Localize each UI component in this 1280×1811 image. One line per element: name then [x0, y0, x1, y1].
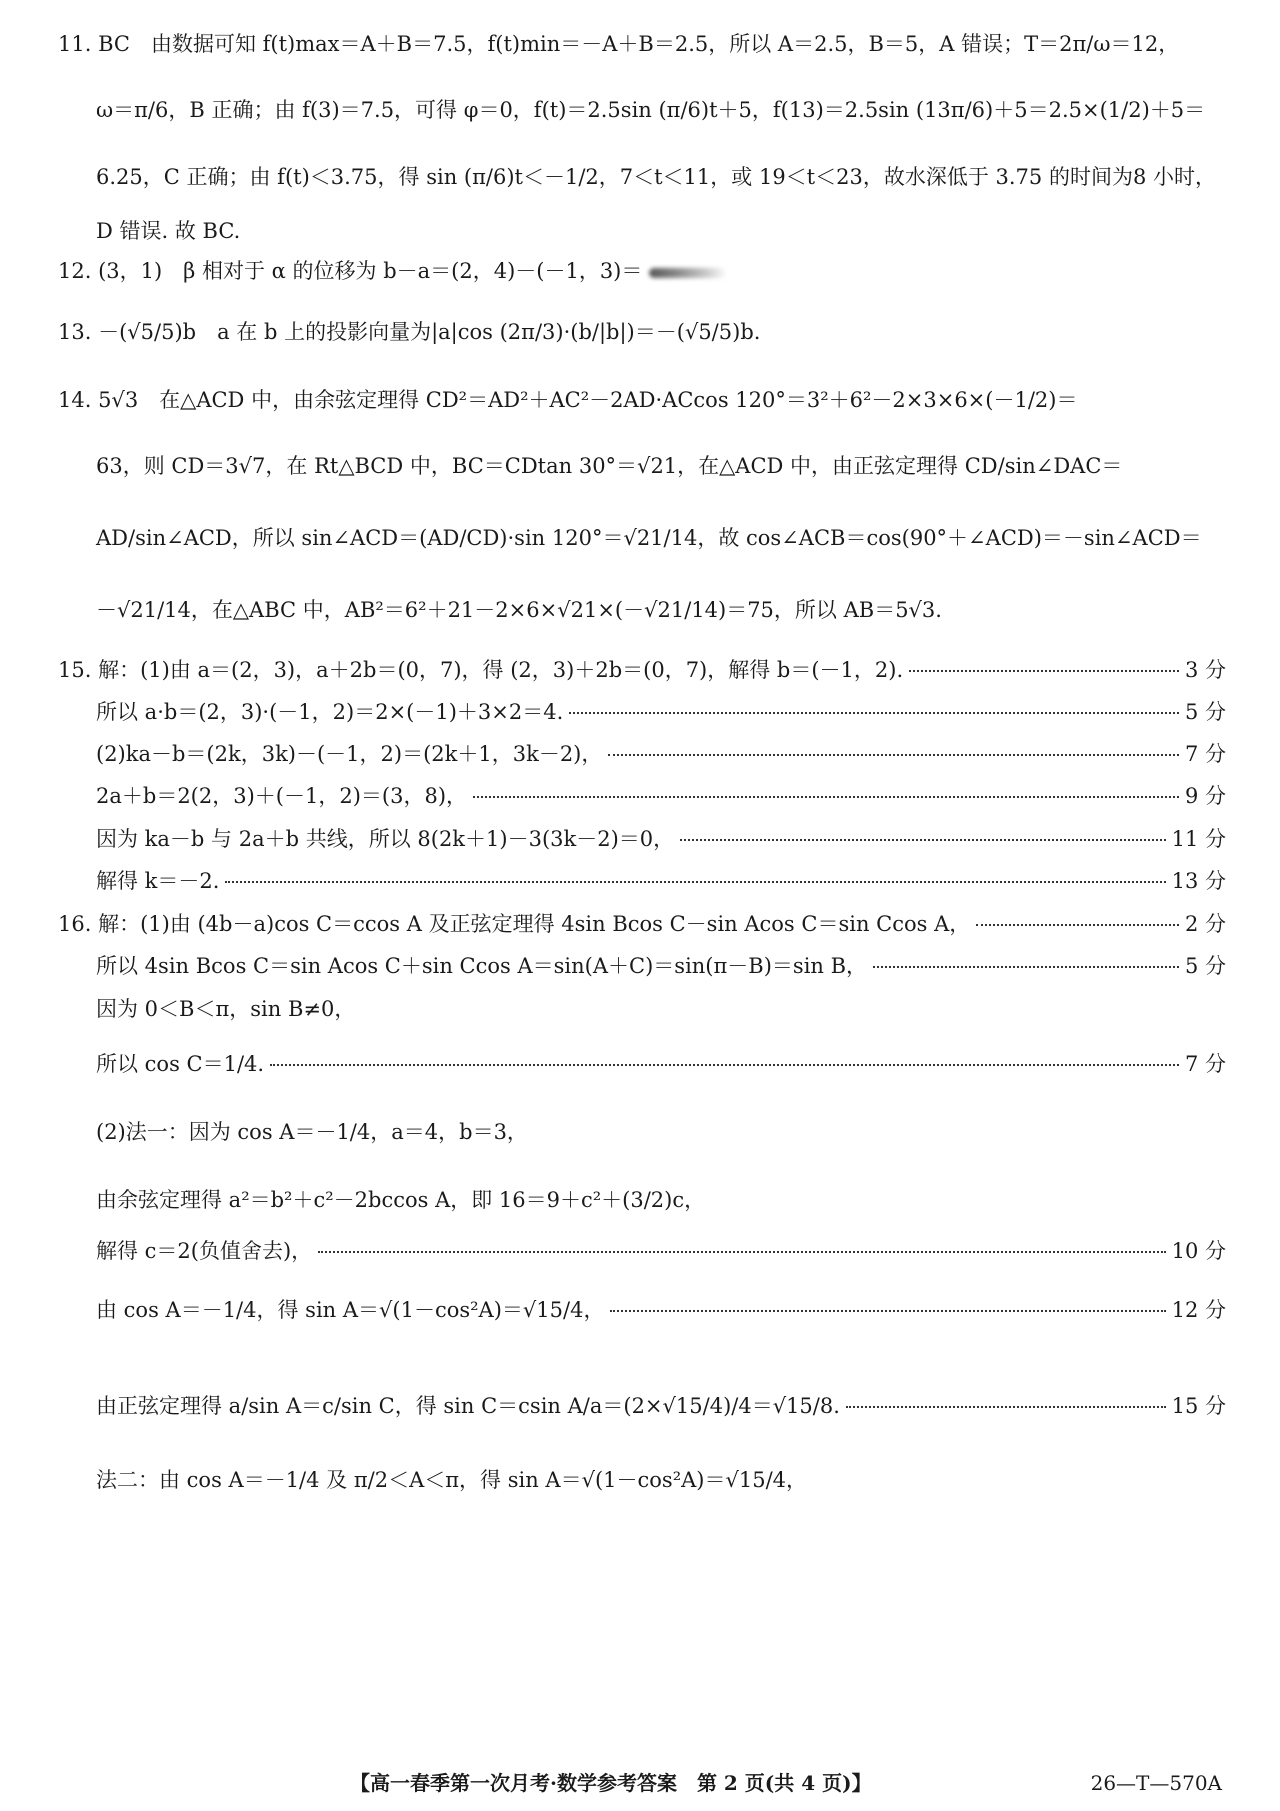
- q16-line-4-score: 7 分: [1184, 1052, 1226, 1076]
- q14-line-2: 63，则 CD＝3√7，在 Rt△BCD 中，BC＝CDtan 30°＝√21，在△ACD 中，由正弦定理得 CD/sin∠DAC＝: [96, 454, 1123, 478]
- q14-line-4: －√21/14，在△ABC 中，AB²＝6²＋21－2×6×√21×(－√21/14)＝75，所以 AB＝5√3.: [96, 598, 942, 622]
- q15-line-2: [96, 698, 1226, 726]
- q11-line-3: 6.25，C 正确；由 f(t)＜3.75，得 sin (π/6)t＜－1/2，7＜t＜11，或 19＜t＜23，故水深低于 3.75 的时间为8 小时，: [96, 165, 1216, 189]
- q16-line-2-score: 5 分: [1184, 954, 1226, 978]
- q16-line-8: [96, 1296, 1226, 1324]
- q16-line-10: 法二：由 cos A＝－1/4 及 π/2＜A＜π，得 sin A＝√(1－cos²A)＝√15/4，: [96, 1468, 808, 1492]
- q16-line-9: [96, 1392, 1226, 1420]
- q16-line-9-text: 由正弦定理得 a/sin A＝c/sin C，得 sin C＝csin A/a＝(2×√15/4)/4＝√15/8.: [96, 1394, 840, 1418]
- q16-line-8-score: 12 分: [1171, 1298, 1226, 1322]
- q15-line-5: [96, 825, 1226, 853]
- q16-line-3: 因为 0＜B＜π，sin B≠0，: [96, 997, 356, 1021]
- q15-line-1-text: 15. 解：(1)由 a＝(2，3)，a＋2b＝(0，7)，得 (2，3)＋2b＝(0，7)，解得 b＝(－1，2).: [58, 658, 904, 682]
- q14-line-3: AD/sin∠ACD，所以 sin∠ACD＝(AD/CD)·sin 120°＝√21/14，故 cos∠ACB＝cos(90°＋∠ACD)＝－sin∠ACD＝: [96, 526, 1202, 550]
- q12-text: 12. (3，1) β 相对于 α 的位移为 b－a＝(2，4)－(－1，3)＝: [58, 259, 643, 283]
- leader-dots: [976, 924, 1179, 926]
- q15-line-1: [58, 656, 1226, 684]
- q16-line-7: [96, 1237, 1226, 1265]
- q15-line-6: [96, 867, 1226, 895]
- q15-line-5-score: 11 分: [1171, 827, 1226, 851]
- q16-line-1-score: 2 分: [1184, 912, 1226, 936]
- q16-line-7-score: 10 分: [1171, 1239, 1226, 1263]
- leader-dots: [610, 1310, 1165, 1312]
- q15-line-3-text: (2)ka－b＝(2k，3k)－(－1，2)＝(2k＋1，3k－2)，: [96, 742, 603, 766]
- q13-line: 13. －(√5/5)b a 在 b 上的投影向量为|a|cos (2π/3)·(b/|b|)＝－(√5/5)b.: [58, 320, 761, 344]
- q16-line-5: (2)法一：因为 cos A＝－1/4，a＝4，b＝3，: [96, 1120, 528, 1144]
- leader-dots: [270, 1064, 1179, 1066]
- q15-line-5-text: 因为 ka－b 与 2a＋b 共线，所以 8(2k＋1)－3(3k－2)＝0，: [96, 827, 675, 851]
- q16-line-1: [58, 910, 1226, 938]
- q15-line-6-text: 解得 k＝－2.: [96, 869, 220, 893]
- q16-line-7-text: 解得 c＝2(负值舍去)，: [96, 1239, 313, 1263]
- q16-line-4-text: 所以 cos C＝1/4.: [96, 1052, 265, 1076]
- q16-line-4: [96, 1050, 1226, 1078]
- leader-dots: [473, 796, 1179, 798]
- q15-line-4-score: 9 分: [1184, 784, 1226, 808]
- q11-line-1: 11. BC 由数据可知 f(t)max＝A＋B＝7.5，f(t)min＝－A＋B＝2.5，所以 A＝2.5，B＝5，A 错误；T＝2π/ω＝12，: [58, 32, 1180, 56]
- q15-line-3-score: 7 分: [1184, 742, 1226, 766]
- q16-line-9-score: 15 分: [1171, 1394, 1226, 1418]
- footer-title: 【高一春季第一次月考·数学参考答案 第 2 页(共 4 页)】: [350, 1771, 872, 1795]
- q15-line-2-text: 所以 a·b＝(2，3)·(－1，2)＝2×(－1)＋3×2＝4.: [96, 700, 564, 724]
- q15-line-6-score: 13 分: [1171, 869, 1226, 893]
- q11-line-2: ω＝π/6，B 正确；由 f(3)＝7.5，可得 φ＝0，f(t)＝2.5sin (π/6)t＋5，f(13)＝2.5sin (13π/6)＋5＝2.5×(1/2)＋5＝: [96, 98, 1206, 122]
- leader-dots: [846, 1406, 1166, 1408]
- blurred-answer: [649, 268, 727, 278]
- leader-dots: [318, 1251, 1165, 1253]
- leader-dots: [569, 712, 1179, 714]
- q15-line-4: [96, 782, 1226, 810]
- q16-line-6: 由余弦定理得 a²＝b²＋c²－2bccos A，即 16＝9＋c²＋(3/2)c，: [96, 1188, 706, 1212]
- q16-line-8-text: 由 cos A＝－1/4，得 sin A＝√(1－cos²A)＝√15/4，: [96, 1298, 605, 1322]
- leader-dots: [909, 670, 1179, 672]
- q16-line-1-text: 16. 解：(1)由 (4b－a)cos C＝ccos A 及正弦定理得 4sin Bcos C－sin Acos C＝sin Ccos A，: [58, 912, 971, 936]
- leader-dots: [225, 881, 1165, 883]
- q15-line-4-text: 2a＋b＝2(2，3)＋(－1，2)＝(3，8)，: [96, 784, 468, 808]
- q14-line-1: 14. 5√3 在△ACD 中，由余弦定理得 CD²＝AD²＋AC²－2AD·ACcos 120°＝3²＋6²－2×3×6×(－1/2)＝: [58, 388, 1078, 412]
- q16-line-2: [96, 952, 1226, 980]
- leader-dots: [873, 966, 1179, 968]
- q15-line-2-score: 5 分: [1184, 700, 1226, 724]
- q15-line-3: [96, 740, 1226, 768]
- q15-line-1-score: 3 分: [1184, 658, 1226, 682]
- q11-line-4: D 错误. 故 BC.: [96, 219, 241, 243]
- q16-line-2-text: 所以 4sin Bcos C＝sin Acos C＋sin Ccos A＝sin(A＋C)＝sin(π－B)＝sin B，: [96, 954, 868, 978]
- leader-dots: [608, 754, 1179, 756]
- footer-code: 26—T—570A: [1090, 1771, 1222, 1795]
- q12-line: [58, 257, 1226, 285]
- leader-dots: [680, 839, 1165, 841]
